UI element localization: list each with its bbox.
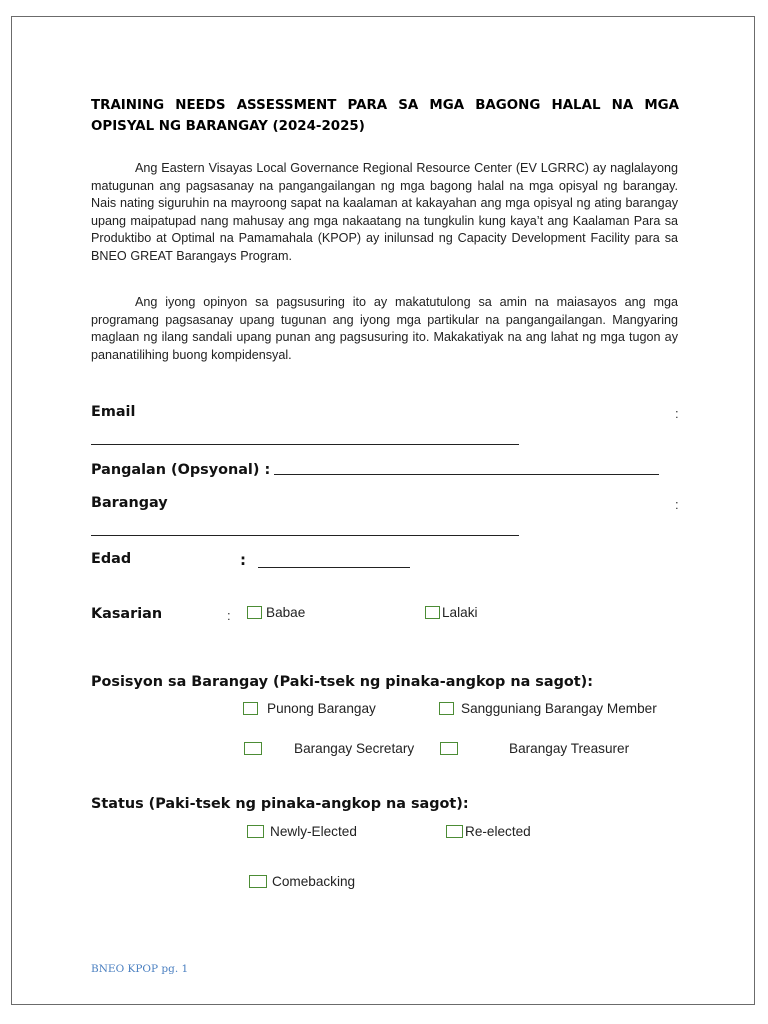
option-label: Comebacking [272,874,356,889]
sex-colon: : [227,608,231,623]
barangay-label: Barangay [91,495,168,511]
option-punong-barangay[interactable] [243,701,376,716]
email-field[interactable] [91,444,519,445]
option-re-elected[interactable] [446,824,531,839]
email-colon: : [675,406,679,421]
option-label: Babae [266,605,306,620]
option-newly-elected[interactable] [247,824,357,839]
page-footer: BNEO KPOP pg. 1 [91,963,189,975]
intro-paragraph-2: Ang iyong opinyon sa pagsusuring ito ay makatutulong sa amin na maiasayos ang mga programang pagsasanay upang tugunan ang iyong mga partikular na pangangailangan. Mangyaring maglaan ng ilang sandali upang punan ang pagsusuring ito. Makakatiyak na ang lahat ng mga tugon ay pananatilihing buong kompidensyal. [91,295,678,362]
name-label: Pangalan (Opsyonal) : [91,462,271,478]
email-label: Email [91,404,136,420]
option-label: Lalaki [442,605,478,620]
age-label: Edad [91,551,132,567]
option-label: Barangay Treasurer [509,741,630,756]
option-label: Punong Barangay [267,701,376,716]
sex-label: Kasarian [91,606,163,622]
document-page [11,16,755,1005]
age-field[interactable] [258,567,410,568]
checkbox[interactable] [247,825,264,838]
option-label: Barangay Secretary [294,741,415,756]
option-barangay-secretary[interactable] [244,741,414,756]
checkbox[interactable] [249,875,267,888]
checkbox[interactable] [244,742,262,755]
option-comebacking[interactable] [249,874,355,889]
option-label: Re-elected [465,824,531,839]
status-heading: Status (Paki-tsek ng pinaka-angkop na sagot): [91,796,469,812]
name-field[interactable] [274,474,659,475]
position-heading: Posisyon sa Barangay (Paki-tsek ng pinaka-angkop na sagot): [91,674,593,690]
option-barangay-treasurer[interactable] [440,741,629,756]
option-sangguniang-member[interactable] [439,701,657,716]
checkbox[interactable] [243,702,258,715]
age-colon: : [240,551,246,569]
document-title: TRAINING NEEDS ASSESSMENT PARA SA MGA BAGONG HALAL NA MGA OPISYAL NG BARANGAY (2024-2025) [91,98,679,134]
barangay-field[interactable] [91,535,519,536]
checkbox[interactable] [440,742,458,755]
option-babae[interactable] [247,605,305,620]
checkbox[interactable] [446,825,463,838]
barangay-colon: : [675,497,679,512]
option-label: Newly-Elected [270,824,357,839]
option-label: Sangguniang Barangay Member [461,701,657,716]
checkbox[interactable] [425,606,440,619]
checkbox[interactable] [439,702,454,715]
option-lalaki[interactable] [425,605,478,620]
checkbox[interactable] [247,606,262,619]
intro-paragraph-1: Ang Eastern Visayas Local Governance Regional Resource Center (EV LGRRC) ay naglalayong matugunan ang pagsasanay na pangangailangan ng mga bagong halal na mga opisyal ng barangay. Nais nating siguruhin na mayroong sapat na kaalaman at kakayahan ang mga opisyal ng ating barangay upang maipatupad nang mahusay ang mga nakaatang na tungkulin kung kaya’t ang Kaalaman Para sa Produktibo at Optimal na Pamamahala (KPOP) ay inilunsad ng Capacity Development Facility para sa BNEO GREAT Barangays Program. [91,161,678,263]
